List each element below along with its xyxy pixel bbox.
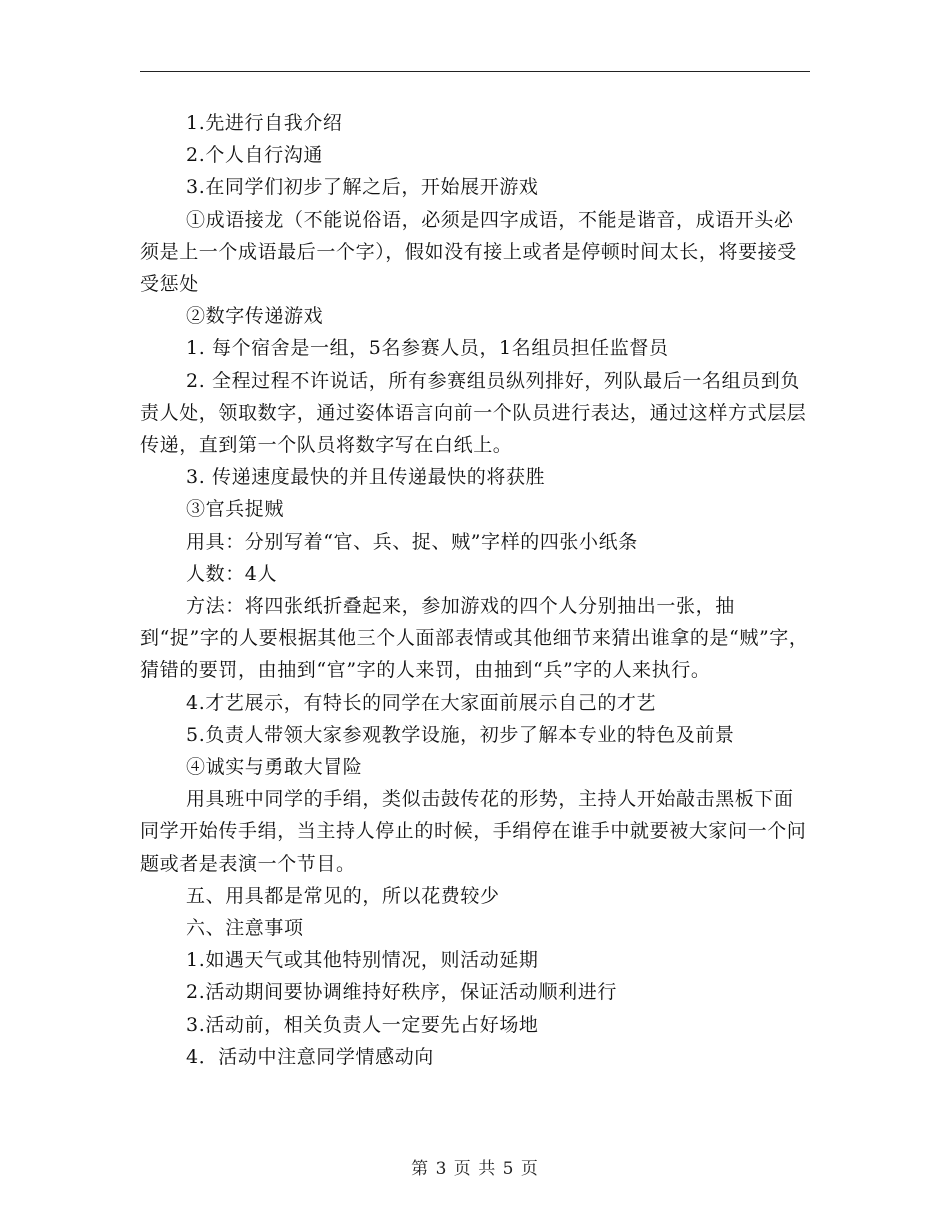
- header-rule: [140, 71, 810, 72]
- paragraph: 方法：将四张纸折叠起来，参加游戏的四个人分别抽出一张，抽到“捉”字的人要根据其他三个人面部表情或其他细节来猜出谁拿的是“贼”字，猜错的要罚，由抽到“官”字的人来罚，由抽到“兵”字的人来执行。: [140, 595, 809, 682]
- paragraph: 1.如遇天气或其他特别情况，则活动延期: [186, 949, 539, 972]
- paragraph: 人数：4人: [186, 562, 278, 585]
- paragraph: 用具：分别写着“官、兵、捉、贼”字样的四张小纸条: [186, 530, 638, 553]
- paragraph: 4.才艺展示，有特长的同学在大家面前展示自己的才艺: [186, 691, 657, 714]
- paragraph: 5.负责人带领大家参观教学设施，初步了解本专业的特色及前景: [186, 723, 735, 746]
- page-number-footer: 第 3 页 共 5 页: [411, 1159, 539, 1179]
- paragraph: 3. 传递速度最快的并且传递最快的将获胜: [186, 466, 546, 489]
- paragraph: ③官兵捉贼: [186, 498, 285, 521]
- paragraph: ①成语接龙（不能说俗语，必须是四字成语，不能是谐音，成语开头必须是上一个成语最后一个字），假如没有接上或者是停顿时间太长，将要接受受惩处: [140, 208, 797, 296]
- paragraph: 2.个人自行沟通: [186, 144, 323, 167]
- paragraph: 4．活动中注意同学情感动向: [186, 1045, 434, 1068]
- paragraph: 1.先进行自我介绍: [186, 112, 343, 134]
- paragraph: 3.在同学们初步了解之后，开始展开游戏: [186, 176, 539, 199]
- paragraph: 3.活动前，相关负责人一定要先占好场地: [186, 1013, 539, 1036]
- paragraph: 2.活动期间要协调维持好秩序，保证活动顺利进行: [186, 981, 617, 1004]
- paragraph: 六、注意事项: [186, 917, 304, 940]
- document-body: [140, 107, 810, 1073]
- paragraph: 用具班中同学的手绢，类似击鼓传花的形势，主持人开始敲击黑板下面同学开始传手绢，当主持人停止的时候，手绢停在谁手中就要被大家问一个问题或者是表演一个节目。: [140, 788, 807, 875]
- paragraph: ④诚实与勇敢大冒险: [186, 756, 363, 779]
- paragraph: 2. 全程过程不许说话，所有参赛组员纵列排好，列队最后一名组员到负责人处，领取数字，通过姿体语言向前一个队员进行表达，通过这样方式层层传递，直到第一个队员将数字写在白纸上。: [140, 369, 807, 457]
- paragraph: ②数字传递游戏: [186, 305, 324, 328]
- paragraph: 1. 每个宿舍是一组，5名参赛人员，1名组员担任监督员: [186, 337, 669, 360]
- paragraph: 五、用具都是常见的，所以花费较少: [186, 884, 500, 907]
